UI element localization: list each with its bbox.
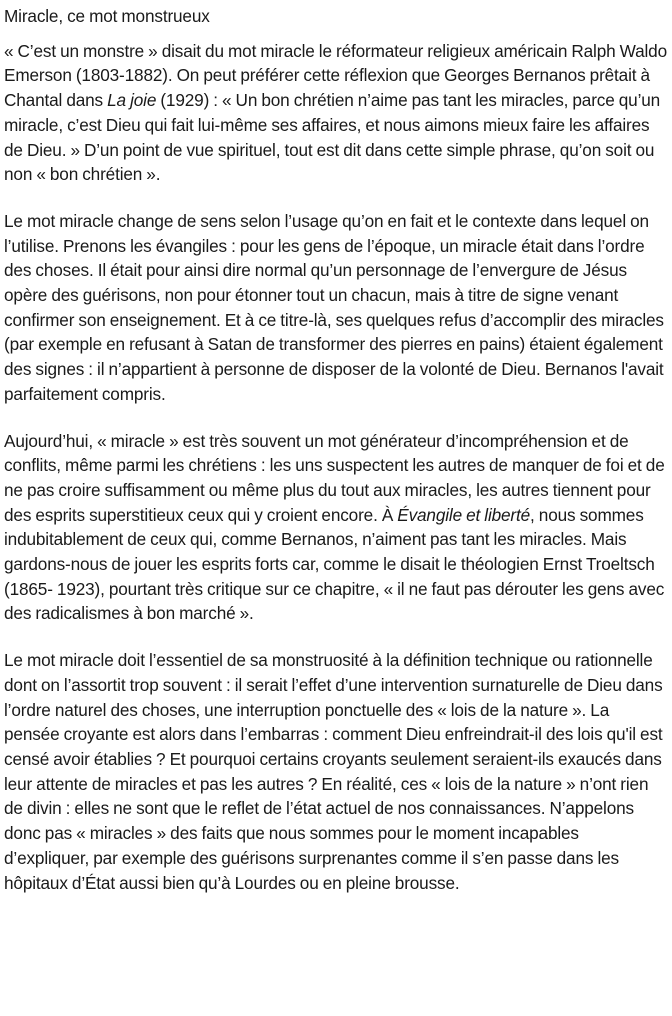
paragraph-3-text-b: , nous sommes indubitablement de ceux qui, comme Bernanos, n’aiment pas tant les miracles. Mais gardons-nous de jouer les esprits forts car, comme le disait le théologien Ernst Troeltsch (1865- 1923), pourtant très critique sur ce chapitre, « il ne faut pas dérouter les gens avec des radicalismes à bon marché ». bbox=[4, 504, 665, 624]
paragraph-1 bbox=[4, 39, 668, 187]
paragraph-4: Le mot miracle doit l’essentiel de sa monstruosité à la définition technique ou rationnelle dont on l’assortit trop souvent : il serait l’effet d’une intervention surnaturelle de Dieu dans l’ordre naturel des choses, une interruption ponctuelle des « lois de la nature ». La pensée croyante est alors dans l’embarras : comment Dieu enfreindrait-il des lois qu'il est censé avoir établies ? Et pourquoi certains croyants seulement seraient-ils exaucés dans leur attente de miracles et pas les autres ? En réalité, ces « lois de la nature » n’ont rien de divin : elles ne sont que le reflet de l’état actuel de nos connaissances. N’appelons donc pas « miracles » des faits que nous sommes pour le moment incapables d’expliquer, par exemple des guérisons surprenantes comme il s’en passe dans les hôpitaux d’État aussi bien qu’à Lourdes ou en pleine brousse. bbox=[4, 650, 663, 893]
paragraph-2: Le mot miracle change de sens selon l’usage qu’on en fait et le contexte dans lequel on l’utilise. Prenons les évangiles : pour les gens de l’époque, un miracle était dans l’ordre des choses. Il était pour ainsi dire normal qu’un personnage de l’envergure de Jésus opère des guérisons, non pour étonner tout un chacun, mais à titre de signe venant confirmer son enseignement. Et à ce titre-là, ses quelques refus d’accomplir des miracles (par exemple en refusant à Satan de transformer des pierres en pains) étaient également des signes : il n’appartient à personne de disposer de la volonté de Dieu. Bernanos l'avait parfaitement compris. bbox=[4, 210, 664, 404]
paragraph-3-text-a: Aujourd’hui, « miracle » est très souvent un mot générateur d’incompréhension et de conflits, même parmi les chrétiens : les uns suspectent les autres de manquer de foi et de ne pas croire suffisamment ou même plus du tout aux miracles, les autres tiennent pour des esprits superstitieux ceux qui y croient encore. À bbox=[4, 430, 665, 525]
document-page bbox=[4, 4, 668, 917]
document-title: Miracle, ce mot monstrueux bbox=[4, 6, 210, 26]
work-title-la-joie: La joie bbox=[107, 90, 157, 111]
work-title-evangile-et-liberte: Évangile et liberté bbox=[397, 504, 531, 525]
paragraph-1-text-a: « C’est un monstre » disait du mot miracle le réformateur religieux américain Ralph Waldo Emerson (1803-1882). On peut préférer cette réflexion que Georges Bernanos prêtait à Chantal dans bbox=[4, 40, 667, 111]
paragraph-3 bbox=[4, 429, 668, 627]
paragraph-1-text-b: (1929) : « Un bon chrétien n’aime pas tant les miracles, parce qu’un miracle, c’est Dieu qui fait lui-même ses affaires, et nous aimons mieux faire les affaires de Dieu. » D’un point de vue spirituel, tout est dit dans cette simple phrase, qu’on soit ou non « bon chrétien ». bbox=[4, 90, 661, 185]
